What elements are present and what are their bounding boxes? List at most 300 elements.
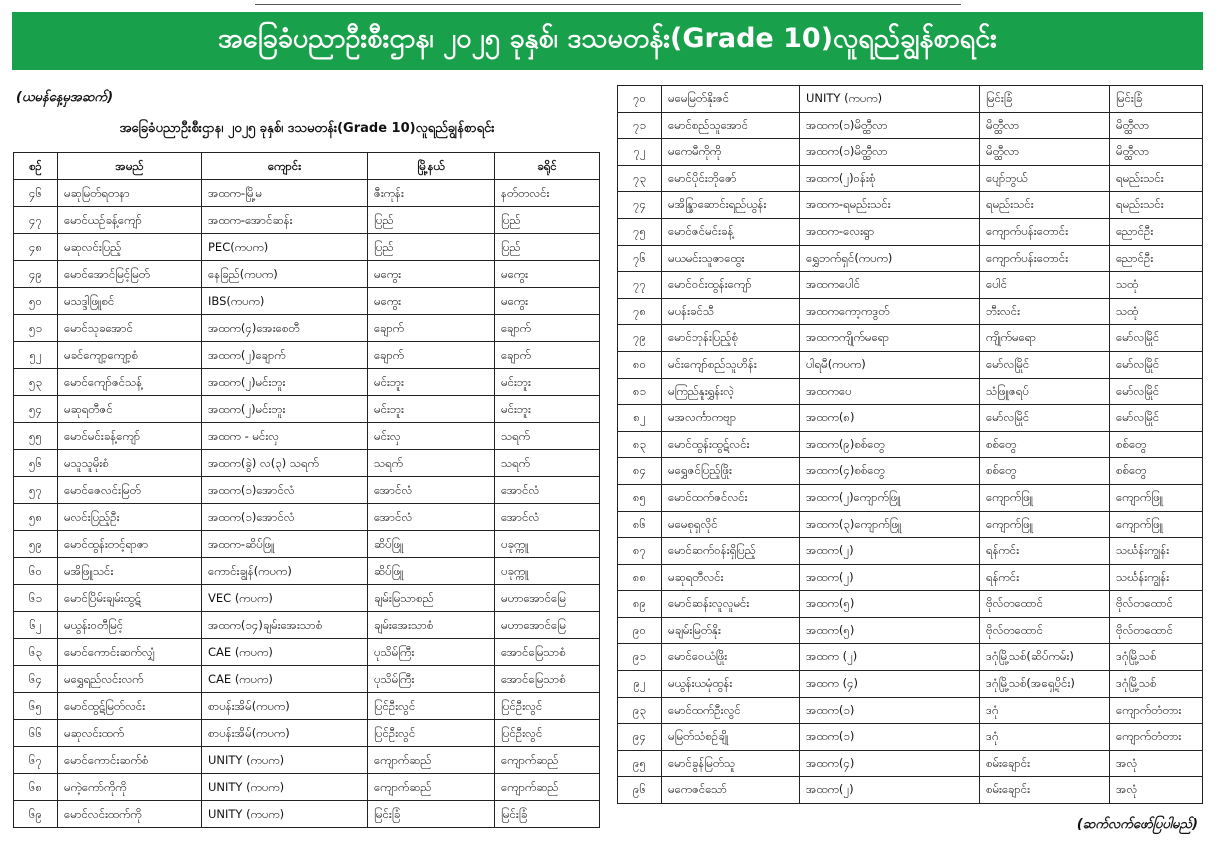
table-row [618,564,1203,591]
cell-name: မောင်စည်သူအောင် [662,112,800,139]
cell-serial: ၈၀ [618,351,662,378]
table-row [618,591,1203,618]
cell-school: အထက(၅) [800,591,980,618]
cell-district: ကျောက်ဆည် [495,747,600,774]
cell-township: ရန်ကင်း [980,564,1110,591]
cell-township: မင်းလှ [368,423,495,450]
table-row [618,139,1203,166]
cell-serial: ၅၅ [14,423,58,450]
cell-serial: ၄၇ [14,207,58,234]
cell-name: မောင်လင်းထက်ကို [58,801,202,828]
cell-district: မဟာအောင်မြေ [495,585,600,612]
cell-district: ကျောက်ဖြူ [1110,511,1203,538]
cell-township: ကျောက်ဖြူ [980,511,1110,538]
cell-township: ကျောက်ပန်းတောင်း [980,218,1110,245]
cell-school: အထကကော့ကဒွတ် [800,298,980,325]
cell-school: အထက (၄) [800,671,980,698]
table-row [14,666,600,693]
cell-district: ကျောက်တံတား [1110,697,1203,724]
cell-township: အောင်လံ [368,477,495,504]
cell-name: မောင်ထွဋ်မြတ်လင်း [58,693,202,720]
cell-name: မလင်းပြည့်ဦး [58,504,202,531]
page-title: အခြေခံပညာဦးစီးဌာန၊ ၂၀၂၅ ခုနှစ်၊ ဒသမတန်း(Grade 10)လူရည်ချွန်စာရင်း [217,23,998,54]
cell-district: သရက် [495,423,600,450]
table-subtitle: အခြေခံပညာဦးစီးဌာန၊ ၂၀၂၅ ခုနှစ်၊ ဒသမတန်း(Grade 10)လူရည်ချွန်စာရင်း [119,121,495,136]
table-row [618,724,1203,751]
cell-serial: ၅၀ [14,288,58,315]
table-row [14,342,600,369]
cell-school: အထကပေါင် [800,272,980,299]
cell-serial: ၈၇ [618,538,662,565]
cell-serial: ၅၇ [14,477,58,504]
cell-name: မပန်းခင်သီ [662,298,800,325]
table-row [618,272,1203,299]
cell-name: မကေဇင်သော် [662,777,800,804]
cell-name: မောင်ကောင်းဆက်လျှံ [58,639,202,666]
cell-name: မောင်သုခအောင် [58,315,202,342]
cell-school: အထက(၁)အောင်လံ [202,504,368,531]
cell-serial: ၅၃ [14,369,58,396]
cell-serial: ၈၄ [618,458,662,485]
cell-school: VEC (ကပက) [202,585,368,612]
cell-serial: ၈၉ [618,591,662,618]
cell-township: ပုသိမ်ကြီး [368,639,495,666]
table-header-row [14,153,600,180]
cell-school: အထက (၂) [800,644,980,671]
col-header-district: ခရိုင် [495,153,600,180]
cell-district: မကွေး [495,288,600,315]
table-row [14,585,600,612]
cell-township: အောင်လံ [368,504,495,531]
cell-serial: ၉၄ [618,724,662,751]
table-row [14,720,600,747]
cell-township: မင်းဘူး [368,396,495,423]
cell-township: ပျော်ဘွယ် [980,165,1110,192]
table-row [14,693,600,720]
cell-serial: ၈၅ [618,484,662,511]
cell-district: အောင်မြေသာစံ [495,666,600,693]
cell-serial: ၅၈ [14,504,58,531]
cell-district: အောင်လံ [495,504,600,531]
cell-serial: ၉၂ [618,671,662,698]
cell-name: မောင်ခွန်မြတ်သူ [662,750,800,777]
cell-township: သံဖြူဇရပ် [980,378,1110,405]
table-row [618,165,1203,192]
cell-school: ပါရမီ(ကပက) [800,351,980,378]
cell-township: ပြည် [368,234,495,261]
cell-name: မဆုလင်းထက် [58,720,202,747]
cell-serial: ၆၄ [14,666,58,693]
cell-district: ချောက် [495,315,600,342]
cell-school: အထက(ခွဲ) လ(၃) သရက် [202,450,368,477]
cell-serial: ၇၇ [618,272,662,299]
cell-serial: ၆၉ [14,801,58,828]
col-header-serial: စဉ် [14,153,58,180]
cell-school: UNITY (ကပက) [202,774,368,801]
table-row [618,750,1203,777]
cell-serial: ၇၅ [618,218,662,245]
cell-name: မောင်ထွန်းထွဋ်လင်း [662,431,800,458]
table-row [14,450,600,477]
cell-township: ချမ်းမြသာစည် [368,585,495,612]
table-row [618,777,1203,804]
table-row [618,511,1203,538]
cell-district: အောင်လံ [495,477,600,504]
cell-name: မောင်ထက်ဇင်လင်း [662,484,800,511]
cell-township: မင်းဘူး [368,369,495,396]
cell-school: အထက-အောင်ဆန်း [202,207,368,234]
cell-name: မောင်မင်းခန့်ကျော် [58,423,202,450]
cell-serial: ၆၅ [14,693,58,720]
cell-school: အထက(၂)မင်းဘူး [202,396,368,423]
table-row [618,351,1203,378]
cell-serial: ၆၂ [14,612,58,639]
cell-township: ကျောက်ဖြူ [980,484,1110,511]
cell-township: ကျောက်ပန်းတောင်း [980,245,1110,272]
cell-school: အထက(၁၄)ချမ်းအေးသာစံ [202,612,368,639]
cell-name: မဆုမြတ်ရတနာ [58,180,202,207]
cell-district: အလုံ [1110,777,1203,804]
cell-serial: ၇၉ [618,325,662,352]
cell-township: စစ်တွေ [980,458,1110,485]
table-row [618,644,1203,671]
col-header-township: မြို့နယ် [368,153,495,180]
table-row [14,801,600,828]
cell-serial: ၅၄ [14,396,58,423]
cell-district: စစ်တွေ [1110,458,1203,485]
cell-district: ပြည် [495,234,600,261]
cell-district: ပြင်ဦးလွင် [495,720,600,747]
cell-district: ပခုက္ကူ [495,531,600,558]
cell-serial: ၈၂ [618,405,662,432]
table-row [618,112,1203,139]
cell-name: မောင်ကောင်းဆက်စံ [58,747,202,774]
cell-name: မောင်ဝင်းထွန်းကျော် [662,272,800,299]
cell-name: မမြတ်သံစဉ်ချို [662,724,800,751]
cell-district: မော်လမြိုင် [1110,325,1203,352]
table-row [14,288,600,315]
cell-township: ဘီးလင်း [980,298,1110,325]
table-row [618,484,1203,511]
cell-school: အထက(၁)မိတ္ထီလာ [800,112,980,139]
cell-township: မြင်းခြံ [980,86,1110,113]
cell-school: အထက(၂) [800,538,980,565]
cell-school: စာပန်းအိမ်(ကပက) [202,693,368,720]
cell-township: ချောက် [368,315,495,342]
cell-name: မောင်ကျော်ဇင်သန့် [58,369,202,396]
cell-district: သရက် [495,450,600,477]
cell-name: မရွှေဇင်ပြည့်ဖြိုး [662,458,800,485]
cell-school: အထက(၁) [800,697,980,724]
cell-district: ညောင်ဦး [1110,245,1203,272]
cell-township: ပြင်ဦးလွင် [368,720,495,747]
cell-name: မကြည်နူးရွှန်းလဲ့ [662,378,800,405]
cell-district: ရမည်းသင်း [1110,165,1203,192]
cell-district: မော်လမြိုင် [1110,405,1203,432]
col-header-name: အမည် [58,153,202,180]
cell-serial: ၆၇ [14,747,58,774]
cell-district: မော်လမြိုင် [1110,351,1203,378]
table-row [14,504,600,531]
cell-township: စစ်တွေ [980,431,1110,458]
cell-school: အထက(၃)ကျောက်ဖြူ [800,511,980,538]
cell-name: မောင်ထွန်းတင့်ရာဇာ [58,531,202,558]
cell-district: ရမည်းသင်း [1110,192,1203,219]
cell-township: မကွေး [368,288,495,315]
cell-serial: ၉၆ [618,777,662,804]
cell-township: မိတ္ထီလာ [980,139,1110,166]
cell-serial: ၆၁ [14,585,58,612]
cell-name: မအိန္ဒြာဆောင်းရည်ယွန်း [662,192,800,219]
cell-serial: ၈၃ [618,431,662,458]
page-title-banner [12,12,1203,70]
cell-district: နတ်တလင်း [495,180,600,207]
cell-serial: ၈၈ [618,564,662,591]
cell-school: ရွှေဘက်ရှင်(ကပက) [800,245,980,272]
cell-township: ကျိုက်မရော [980,325,1110,352]
cell-serial: ၉၃ [618,697,662,724]
cell-name: မမေမြတ်နိုးဇင် [662,86,800,113]
cell-school: UNITY (ကပက) [800,86,980,113]
cell-serial: ၆၆ [14,720,58,747]
cell-name: မသဒ္ဒါဖြူစင် [58,288,202,315]
cell-name: မောင်ဘုန်းပြည့်စုံ [662,325,800,352]
cell-township: ဒဂုံမြို့သစ်(အရှေ့ပိုင်း) [980,671,1110,698]
cell-name: မအိဖြူသင်း [58,558,202,585]
table-row [618,325,1203,352]
results-table-left [13,152,600,828]
cell-district: မင်းဘူး [495,369,600,396]
cell-name: မောင်ဇင်မင်းခန့် [662,218,800,245]
table-row [14,396,600,423]
cell-district: သင်္ဃန်းကျွန်း [1110,564,1203,591]
cell-school: CAE (ကပက) [202,666,368,693]
cell-township: ရမည်းသင်း [980,192,1110,219]
cell-township: ကျောက်ဆည် [368,747,495,774]
cell-school: အထက(၂)ချောက် [202,342,368,369]
cell-district: ပြည် [495,207,600,234]
cell-serial: ၄၆ [14,180,58,207]
cell-district: ညောင်ဦး [1110,218,1203,245]
cell-district: မဟာအောင်မြေ [495,612,600,639]
cell-township: ကျောက်ဆည် [368,774,495,801]
cell-district: ကျောက်ဖြူ [1110,484,1203,511]
table-row [618,245,1203,272]
cell-school: အထက(၂)ကျောက်ဖြူ [800,484,980,511]
cell-township: ဒဂုံမြို့သစ်(ဆိပ်ကမ်း) [980,644,1110,671]
cell-district: မော်လမြိုင် [1110,378,1203,405]
cell-serial: ၆၀ [14,558,58,585]
cell-district: ဒဂုံမြို့သစ် [1110,671,1203,698]
cell-district: ဗိုလ်တထောင် [1110,591,1203,618]
cell-township: ဒဂုံ [980,724,1110,751]
cell-township: ရန်ကင်း [980,538,1110,565]
cell-township: မြင်းခြံ [368,801,495,828]
table-row [14,639,600,666]
cell-name: မောင်ဇေလင်းမြတ် [58,477,202,504]
cell-district: ပခုက္ကူ [495,558,600,585]
cell-township: ဒဂုံ [980,697,1110,724]
table-row [14,234,600,261]
table-row [618,298,1203,325]
cell-school: UNITY (ကပက) [202,801,368,828]
table-row [14,774,600,801]
table-row [14,558,600,585]
cell-name: မအလင်္ကာကဗျာ [662,405,800,432]
cell-school: အထက - မင်းလှ [202,423,368,450]
cell-serial: ၄၈ [14,234,58,261]
cell-school: အထက-ရမည်းသင်း [800,192,980,219]
cell-serial: ၇၂ [618,139,662,166]
cell-district: မကွေး [495,261,600,288]
cell-name: မောင်ယဉ်ခန့်ကျော် [58,207,202,234]
cell-serial: ၇၀ [618,86,662,113]
cell-township: စမ်းချောင်း [980,777,1110,804]
cell-name: မောင်ပိုင်းဘိုဇော် [662,165,800,192]
cell-name: မယွန်းဝတီမြင့် [58,612,202,639]
cell-name: မောင်ဝေယံဖြိုး [662,644,800,671]
cell-serial: ၈၁ [618,378,662,405]
cell-district: ဗိုလ်တထောင် [1110,617,1203,644]
table-row [14,207,600,234]
cell-district: မိတ္ထီလာ [1110,112,1203,139]
cell-township: သရက် [368,450,495,477]
cell-school: ကောင်းချွန်(ကပက) [202,558,368,585]
cell-name: မယွန်းယမုံထွန်း [662,671,800,698]
cell-name: မကဲ့ကော်ကိုကို [58,774,202,801]
table-row [618,538,1203,565]
cell-serial: ၅၂ [14,342,58,369]
cell-name: မရွှေရည်လင်းလက် [58,666,202,693]
cell-township: ပြည် [368,207,495,234]
cell-school: အထက(၁) [800,724,980,751]
table-row [618,86,1203,113]
table-row [14,612,600,639]
cell-township: ချောက် [368,342,495,369]
cell-district: ဒဂုံမြို့သစ် [1110,644,1203,671]
cell-school: စာပန်းအိမ်(ကပက) [202,720,368,747]
cell-name: မောင်အောင်မြင့်မြတ် [58,261,202,288]
cell-name: မချမ်းမြတ်နိုး [662,617,800,644]
cell-serial: ၇၁ [618,112,662,139]
table-row [618,671,1203,698]
cell-school: UNITY (ကပက) [202,747,368,774]
cell-school: အထက(၉)စစ်တွေ [800,431,980,458]
cell-district: သထုံ [1110,298,1203,325]
cell-school: အထက(၁)မိတ္ထီလာ [800,139,980,166]
cell-school: IBS(ကပက) [202,288,368,315]
cell-school: အထကပေ [800,378,980,405]
cell-serial: ၇၈ [618,298,662,325]
table-row [14,369,600,396]
cell-school: အထက(၁)အောင်လံ [202,477,368,504]
cell-district: ချောက် [495,342,600,369]
table-row [618,218,1203,245]
table-row [14,180,600,207]
cell-district: မြင်းခြံ [1110,86,1203,113]
cell-district: သထုံ [1110,272,1203,299]
table-row [618,431,1203,458]
cell-township: ဗိုလ်တထောင် [980,591,1110,618]
table-row [14,423,600,450]
cell-school: အထက(၄) [800,750,980,777]
cell-name: မောင်ဆန်းလူလူမင်း [662,591,800,618]
cell-township: မော်လမြိုင် [980,351,1110,378]
cell-school: CAE (ကပက) [202,639,368,666]
cell-serial: ၅၁ [14,315,58,342]
cell-township: စမ်းချောင်း [980,750,1110,777]
cell-serial: ၇၆ [618,245,662,272]
cell-serial: ၇၄ [618,192,662,219]
cell-district: အလုံ [1110,750,1203,777]
cell-name: မောင်ထက်ဦးလွင် [662,697,800,724]
cell-serial: ၄၉ [14,261,58,288]
cell-school: အထက(၄)အေးစေတီ [202,315,368,342]
cell-township: မိတ္ထီလာ [980,112,1110,139]
cell-serial: ၆၃ [14,639,58,666]
cell-district: မိတ္ထီလာ [1110,139,1203,166]
cell-township: ပေါင် [980,272,1110,299]
cell-district: အောင်မြေသာစံ [495,639,600,666]
cell-school: အထက(၂) [800,564,980,591]
cell-school: အထက-လေးရွာ [800,218,980,245]
cell-district: မြင်းခြံ [495,801,600,828]
col-header-school: ကျောင်း [202,153,368,180]
cell-township: ပုသိမ်ကြီး [368,666,495,693]
continued-from-label: (ယမန်နေ့မှအဆက်) [16,90,114,105]
cell-serial: ၉၀ [618,617,662,644]
table-row [618,617,1203,644]
cell-school: အထက(၄)စစ်တွေ [800,458,980,485]
cell-school: အထက-ဆိပ်ဖြူ [202,531,368,558]
cell-name: မခင်ကျော့ကျော့စံ [58,342,202,369]
table-row [618,458,1203,485]
cell-serial: ၇၃ [618,165,662,192]
cell-name: မသူသူမိုးစံ [58,450,202,477]
table-row [14,747,600,774]
table-row [14,531,600,558]
cell-name: မဆုရတီဇင် [58,396,202,423]
cell-school: အထက(၂)ဝန်းစုံ [800,165,980,192]
cell-district: ပြင်ဦးလွင် [495,693,600,720]
cell-township: မော်လမြိုင် [980,405,1110,432]
cell-school: အထက(၈) [800,405,980,432]
cell-school: အထက(၂) [800,777,980,804]
cell-township: ဆိပ်ဖြူ [368,558,495,585]
cell-school: PEC(ကပက) [202,234,368,261]
cell-serial: ၅၆ [14,450,58,477]
top-rule [255,4,961,5]
cell-district: ကျောက်တံတား [1110,724,1203,751]
cell-township: ဆိပ်ဖြူ [368,531,495,558]
cell-school: နေခြည်(ကပက) [202,261,368,288]
cell-school: အထက-မြို့မ [202,180,368,207]
cell-serial: ၅၉ [14,531,58,558]
cell-township: ဗိုလ်တထောင် [980,617,1110,644]
cell-serial: ၆၈ [14,774,58,801]
table-row [14,315,600,342]
cell-school: အထက(၂)မင်းဘူး [202,369,368,396]
cell-serial: ၉၅ [618,750,662,777]
table-row [618,378,1203,405]
cell-township: မကွေး [368,261,495,288]
table-row [618,192,1203,219]
cell-township: ပြင်ဦးလွင် [368,693,495,720]
cell-name: မကေမီကိုကို [662,139,800,166]
cell-name: မင်းကျော်စည်သူဟိန်း [662,351,800,378]
cell-name: မောင်ဆက်ဝန်းရှိပြည့် [662,538,800,565]
cell-township: ဇီးကုန်း [368,180,495,207]
